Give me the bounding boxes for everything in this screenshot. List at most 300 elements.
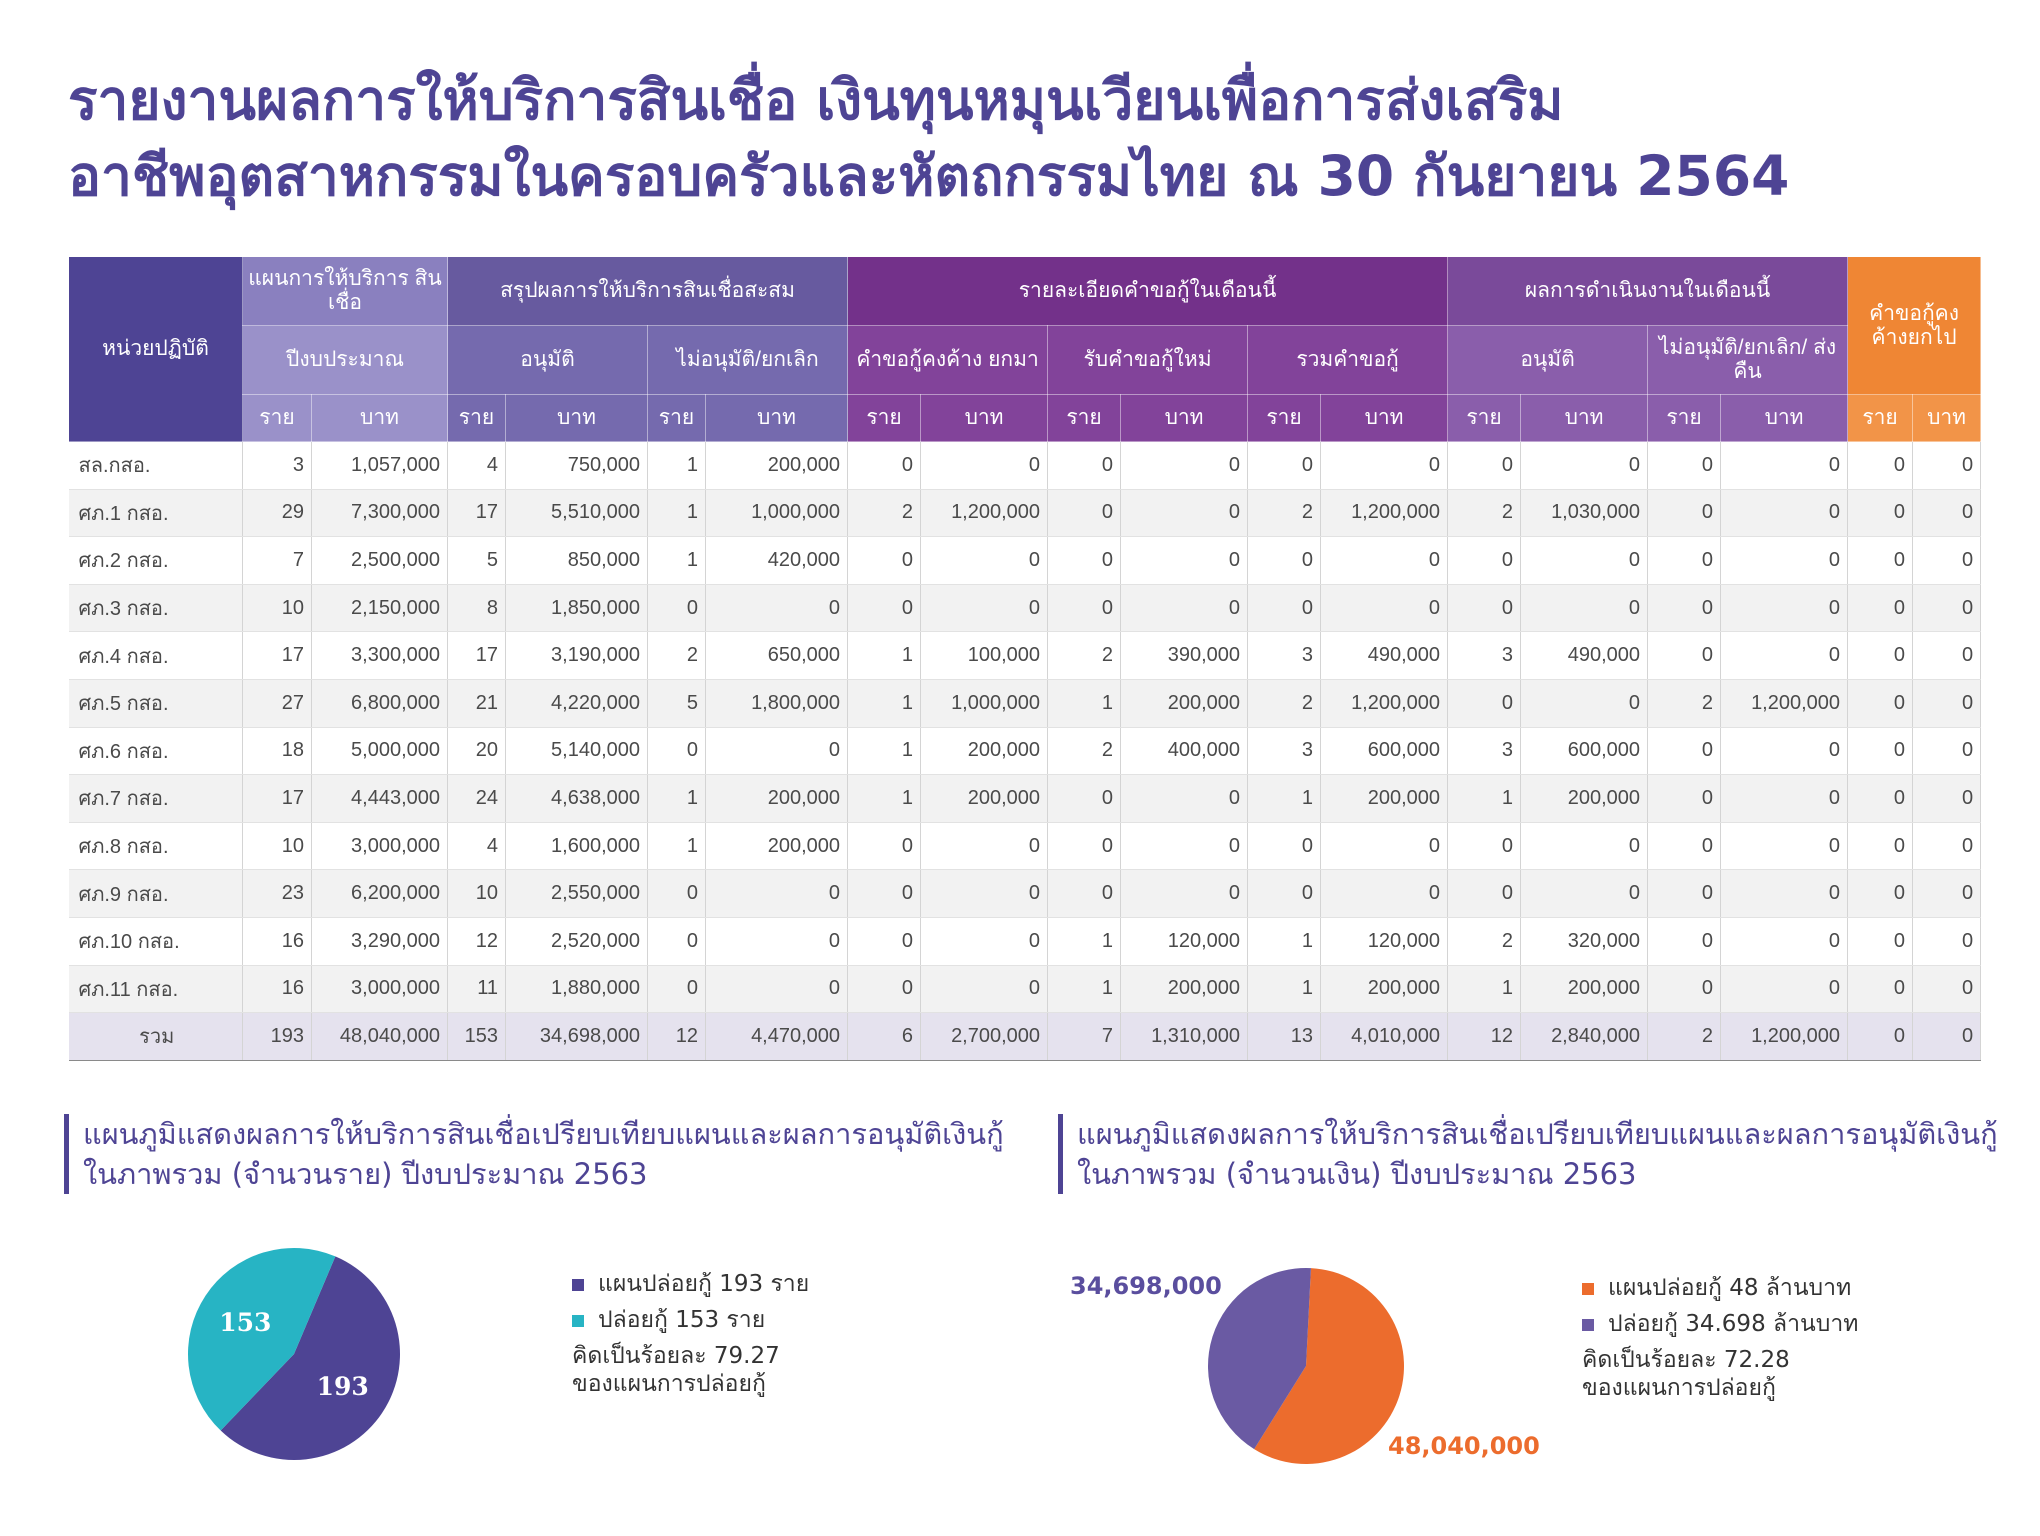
cell-value: 1 (648, 537, 706, 585)
cell-value: 0 (706, 917, 848, 965)
cell-value: 490,000 (1321, 632, 1448, 680)
cell-value: 0 (1121, 537, 1248, 585)
header-results: ผลการดำเนินงานในเดือนนี้ (1448, 257, 1848, 326)
cell-value: 0 (1048, 870, 1121, 918)
table-row (69, 537, 1981, 585)
left-chart-title-line-1: แผนภูมิแสดงผลการให้บริการสินเชื่อเปรียบเทียบแผนและผลการอนุมัติเงินกู้ (83, 1117, 1004, 1151)
cell-value: 8 (448, 584, 506, 632)
right-chart-note (1582, 1346, 1858, 1402)
cell-unit: ศภ.11 กสอ. (69, 965, 243, 1013)
cell-value: 0 (848, 822, 921, 870)
cell-value: 4 (448, 822, 506, 870)
cell-unit: ศภ.2 กสอ. (69, 537, 243, 585)
cell-value: 12 (1448, 1013, 1521, 1061)
header-count-7: ราย (1648, 395, 1721, 442)
cell-value: 0 (1648, 584, 1721, 632)
table-row (69, 632, 1981, 680)
right-chart-title-line-2: ในภาพรวม (จำนวนเงิน) ปีงบประมาณ 2563 (1077, 1157, 1637, 1191)
cell-value: 0 (706, 584, 848, 632)
cell-value: 11 (448, 965, 506, 1013)
cell-value: 16 (243, 965, 312, 1013)
cell-value: 0 (648, 870, 706, 918)
table-row (69, 965, 1981, 1013)
cell-value: 0 (1321, 442, 1448, 490)
cell-value: 3,290,000 (312, 917, 448, 965)
cell-value: 0 (1913, 489, 1981, 537)
cell-value: 4,470,000 (706, 1013, 848, 1061)
cell-value: 2 (648, 632, 706, 680)
cell-value: 2 (1248, 489, 1321, 537)
cell-unit: ศภ.5 กสอ. (69, 679, 243, 727)
cell-value: 12 (448, 917, 506, 965)
legend-item-loan-count (572, 1302, 809, 1338)
cell-value: 48,040,000 (312, 1013, 448, 1061)
table-row (69, 489, 1981, 537)
cell-value: 120,000 (1321, 917, 1448, 965)
cell-value: 0 (848, 584, 921, 632)
cell-value: 0 (1848, 870, 1913, 918)
table-row (69, 775, 1981, 823)
cell-value: 24 (448, 775, 506, 823)
cell-value: 1,310,000 (1121, 1013, 1248, 1061)
legend-square-icon (1582, 1319, 1594, 1331)
cell-value: 1,000,000 (706, 489, 848, 537)
cell-value: 200,000 (1321, 965, 1448, 1013)
header-count-3: ราย (848, 395, 921, 442)
cell-value: 0 (1848, 775, 1913, 823)
left-chart-note (572, 1342, 809, 1398)
cell-value: 0 (1913, 870, 1981, 918)
cell-value: 2 (1648, 1013, 1721, 1061)
header-baht-7: บาท (1721, 395, 1848, 442)
cell-value: 0 (1248, 822, 1321, 870)
cell-value: 7,300,000 (312, 489, 448, 537)
right-chart-title-line-1: แผนภูมิแสดงผลการให้บริการสินเชื่อเปรียบเทียบแผนและผลการอนุมัติเงินกู้ (1077, 1117, 1998, 1151)
cell-value: 1 (648, 822, 706, 870)
cell-value: 1,200,000 (1321, 489, 1448, 537)
header-baht-6: บาท (1521, 395, 1648, 442)
cell-value: 1,030,000 (1521, 489, 1648, 537)
cell-value: 0 (1648, 727, 1721, 775)
header-details: รายละเอียดคำขอกู้ในเดือนนี้ (848, 257, 1448, 326)
right-chart-legend (1582, 1270, 1858, 1402)
header-baht-2: บาท (706, 395, 848, 442)
cell-value: 4,443,000 (312, 775, 448, 823)
left-chart-legend (572, 1266, 809, 1398)
cell-value: 6 (848, 1013, 921, 1061)
cell-value: 2,700,000 (921, 1013, 1048, 1061)
cell-value: 1 (648, 489, 706, 537)
cell-value: 5,510,000 (506, 489, 648, 537)
header-baht-4: บาท (1121, 395, 1248, 442)
cell-value: 0 (1448, 679, 1521, 727)
cell-value: 1,057,000 (312, 442, 448, 490)
cell-value: 5 (448, 537, 506, 585)
legend-label: แผนปล่อยกู้ 193 ราย (598, 1271, 810, 1297)
cell-value: 120,000 (1121, 917, 1248, 965)
cell-value: 600,000 (1321, 727, 1448, 775)
cell-value: 1 (648, 775, 706, 823)
cell-value: 0 (648, 917, 706, 965)
cell-value: 10 (243, 584, 312, 632)
cell-value: 1 (1248, 775, 1321, 823)
cell-value: 200,000 (1121, 965, 1248, 1013)
cell-value: 23 (243, 870, 312, 918)
cell-value: 0 (1721, 917, 1848, 965)
cell-value: 2 (1648, 679, 1721, 727)
loan-report-table (68, 256, 1981, 1061)
cell-value: 1 (1248, 965, 1321, 1013)
cell-value: 1,200,000 (1721, 679, 1848, 727)
header-count-4: ราย (1048, 395, 1121, 442)
cell-value: 2 (1248, 679, 1321, 727)
cell-value: 3 (1248, 632, 1321, 680)
cell-value: 0 (1248, 584, 1321, 632)
note-line-1: คิดเป็นร้อยละ 79.27 (572, 1343, 780, 1369)
cell-value: 0 (921, 584, 1048, 632)
cell-value: 0 (1913, 727, 1981, 775)
cell-value: 0 (1648, 632, 1721, 680)
cell-value: 3 (1448, 727, 1521, 775)
cell-value: 200,000 (706, 442, 848, 490)
table-row (69, 870, 1981, 918)
cell-value: 2,150,000 (312, 584, 448, 632)
cell-value: 0 (921, 917, 1048, 965)
header-approved-month: อนุมัติ (1448, 326, 1648, 395)
cell-value: 4,010,000 (1321, 1013, 1448, 1061)
cell-value: 0 (1521, 822, 1648, 870)
header-count-6: ราย (1448, 395, 1521, 442)
cell-value: 0 (848, 965, 921, 1013)
cell-value: 21 (448, 679, 506, 727)
title-line-1: รายงานผลการให้บริการสินเชื่อ เงินทุนหมุนเวียนเพื่อการส่งเสริม (68, 68, 1564, 132)
cell-value: 0 (1913, 537, 1981, 585)
cell-value: 1,200,000 (1321, 679, 1448, 727)
cell-value: 0 (1648, 822, 1721, 870)
cell-unit: ศภ.7 กสอ. (69, 775, 243, 823)
header-approved: อนุมัติ (448, 326, 648, 395)
cell-value: 0 (1721, 822, 1848, 870)
cell-value: 0 (1848, 537, 1913, 585)
cell-value: 200,000 (706, 775, 848, 823)
cell-value: 0 (1248, 870, 1321, 918)
cell-value: 17 (243, 775, 312, 823)
header-count-8: ราย (1848, 395, 1913, 442)
cell-value: 2 (1448, 489, 1521, 537)
cell-value: 750,000 (506, 442, 648, 490)
cell-value: 0 (648, 584, 706, 632)
cell-value: 0 (921, 442, 1048, 490)
cell-value: 0 (1321, 822, 1448, 870)
cell-value: 3 (1448, 632, 1521, 680)
cell-value: 200,000 (921, 775, 1048, 823)
cell-value: 0 (1121, 584, 1248, 632)
cell-value: 0 (1648, 442, 1721, 490)
header-plan: แผนการให้บริการ สินเชื่อ (243, 257, 448, 326)
cell-value: 0 (706, 965, 848, 1013)
cell-value: 0 (1848, 489, 1913, 537)
cell-value: 0 (1121, 870, 1248, 918)
note-line-1: คิดเป็นร้อยละ 72.28 (1582, 1347, 1790, 1373)
cell-value: 0 (1521, 679, 1648, 727)
cell-value: 200,000 (921, 727, 1048, 775)
cell-value: 0 (921, 537, 1048, 585)
cell-value: 20 (448, 727, 506, 775)
cell-value: 6,800,000 (312, 679, 448, 727)
cell-value: 1 (848, 775, 921, 823)
cell-value: 0 (1121, 775, 1248, 823)
cell-value: 27 (243, 679, 312, 727)
cell-value: 0 (1248, 537, 1321, 585)
cell-value: 0 (648, 965, 706, 1013)
header-plan-year: ปีงบประมาณ (243, 326, 448, 395)
cell-value: 2,840,000 (1521, 1013, 1648, 1061)
cell-value: 0 (1248, 442, 1321, 490)
cell-value: 0 (1913, 679, 1981, 727)
cell-value: 390,000 (1121, 632, 1248, 680)
cell-value: 0 (1721, 537, 1848, 585)
pie-label-plan-amount: 48,040,000 (1388, 1432, 1540, 1460)
cell-value: 0 (1121, 442, 1248, 490)
pie-label-approved-amount: 34,698,000 (1070, 1272, 1222, 1300)
table-total-row (69, 1013, 1981, 1061)
cell-value: 200,000 (1521, 965, 1648, 1013)
cell-value: 4,638,000 (506, 775, 648, 823)
cell-value: 0 (1048, 442, 1121, 490)
cell-value: 0 (1721, 442, 1848, 490)
left-chart-title-line-2: ในภาพรวม (จำนวนราย) ปีงบประมาณ 2563 (83, 1157, 648, 1191)
header-baht-1: บาท (506, 395, 648, 442)
cell-value: 0 (1848, 679, 1913, 727)
cell-value: 400,000 (1121, 727, 1248, 775)
header-baht-5: บาท (1321, 395, 1448, 442)
cell-value: 0 (1913, 775, 1981, 823)
cell-value: 0 (1048, 537, 1121, 585)
cell-value: 200,000 (706, 822, 848, 870)
cell-value: 13 (1248, 1013, 1321, 1061)
cell-value: 3 (1248, 727, 1321, 775)
cell-value: 0 (1913, 822, 1981, 870)
cell-value: 0 (1913, 965, 1981, 1013)
cell-value: 0 (1321, 584, 1448, 632)
cell-value: 2 (1448, 917, 1521, 965)
header-pending-carried: คำขอกู้คงค้าง ยกมา (848, 326, 1048, 395)
cell-value: 2 (848, 489, 921, 537)
cell-value: 0 (1648, 489, 1721, 537)
cell-value: 0 (1721, 727, 1848, 775)
header-baht-3: บาท (921, 395, 1048, 442)
cell-value: 12 (648, 1013, 706, 1061)
header-unit: หน่วยปฏิบัติ (69, 257, 243, 442)
legend-label: แผนปล่อยกู้ 48 ล้านบาท (1608, 1275, 1852, 1301)
cell-value: 2,520,000 (506, 917, 648, 965)
cell-value: 0 (1913, 917, 1981, 965)
cell-value: 7 (1048, 1013, 1121, 1061)
header-not-approved: ไม่อนุมัติ/ยกเลิก (648, 326, 848, 395)
cell-value: 17 (448, 632, 506, 680)
cell-value: 0 (921, 870, 1048, 918)
table-row (69, 584, 1981, 632)
cell-value: 0 (1521, 584, 1648, 632)
header-count-2: ราย (648, 395, 706, 442)
cell-value: 0 (706, 727, 848, 775)
cell-unit: รวม (69, 1013, 243, 1061)
cell-value: 0 (1648, 775, 1721, 823)
cell-value: 0 (1048, 775, 1121, 823)
cell-value: 1,850,000 (506, 584, 648, 632)
cell-value: 0 (921, 822, 1048, 870)
cell-value: 0 (1848, 965, 1913, 1013)
cell-value: 17 (243, 632, 312, 680)
cell-value: 16 (243, 917, 312, 965)
cell-value: 4 (448, 442, 506, 490)
header-total-requests: รวมคำขอกู้ (1248, 326, 1448, 395)
note-line-2: ของแผนการปล่อยกู้ (572, 1371, 766, 1397)
cell-value: 0 (1721, 584, 1848, 632)
cell-value: 0 (1913, 632, 1981, 680)
header-new-requests: รับคำขอกู้ใหม่ (1048, 326, 1248, 395)
cell-value: 10 (448, 870, 506, 918)
cell-value: 0 (1721, 775, 1848, 823)
cell-unit: ศภ.1 กสอ. (69, 489, 243, 537)
title-line-2: อาชีพอุตสาหกรรมในครอบครัวและหัตถกรรมไทย ณ 30 กันยายน 2564 (68, 144, 1790, 208)
cell-value: 1,200,000 (1721, 1013, 1848, 1061)
cell-value: 0 (1848, 727, 1913, 775)
cell-value: 0 (1648, 965, 1721, 1013)
legend-label: ปล่อยกู้ 153 ราย (598, 1307, 766, 1333)
table-row (69, 727, 1981, 775)
cell-value: 0 (1721, 965, 1848, 1013)
cell-value: 0 (848, 537, 921, 585)
header-count-1: ราย (448, 395, 506, 442)
cell-value: 490,000 (1521, 632, 1648, 680)
legend-square-icon (572, 1315, 584, 1327)
cell-value: 0 (1448, 822, 1521, 870)
cell-value: 0 (1448, 584, 1521, 632)
cell-value: 3,000,000 (312, 965, 448, 1013)
cell-value: 3 (243, 442, 312, 490)
left-chart-title (64, 1114, 1004, 1194)
cell-value: 10 (243, 822, 312, 870)
page-title (68, 62, 1968, 214)
cell-value: 0 (1321, 870, 1448, 918)
header-remaining: คำขอกู้คง ค้างยกไป (1848, 257, 1981, 395)
cell-value: 0 (1521, 537, 1648, 585)
cell-value: 17 (448, 489, 506, 537)
cell-value: 153 (448, 1013, 506, 1061)
cell-value: 650,000 (706, 632, 848, 680)
pie-slice-label-0: 193 (316, 1372, 369, 1402)
cell-value: 200,000 (1521, 775, 1648, 823)
cell-value: 3,190,000 (506, 632, 648, 680)
cell-value: 0 (1913, 1013, 1981, 1061)
cell-value: 200,000 (1321, 775, 1448, 823)
cell-value: 1 (648, 442, 706, 490)
cell-value: 1,800,000 (706, 679, 848, 727)
cell-value: 2 (1048, 727, 1121, 775)
pie-chart-amount (1206, 1266, 1406, 1466)
cell-value: 0 (1048, 489, 1121, 537)
cell-unit: ศภ.10 กสอ. (69, 917, 243, 965)
header-baht-0: บาท (312, 395, 448, 442)
cell-value: 2 (1048, 632, 1121, 680)
note-line-2: ของแผนการปล่อยกู้ (1582, 1375, 1776, 1401)
cell-value: 0 (648, 727, 706, 775)
cell-value: 2,550,000 (506, 870, 648, 918)
header-summary: สรุปผลการให้บริการสินเชื่อสะสม (448, 257, 848, 326)
cell-value: 0 (1721, 632, 1848, 680)
cell-unit: สล.กสอ. (69, 442, 243, 490)
cell-value: 1 (1448, 965, 1521, 1013)
pie-slice-label-1: 153 (219, 1307, 272, 1337)
cell-value: 0 (1848, 1013, 1913, 1061)
table-row (69, 822, 1981, 870)
cell-value: 6,200,000 (312, 870, 448, 918)
cell-unit: ศภ.9 กสอ. (69, 870, 243, 918)
cell-value: 0 (1048, 584, 1121, 632)
header-count-0: ราย (243, 395, 312, 442)
header-count-5: ราย (1248, 395, 1321, 442)
cell-value: 29 (243, 489, 312, 537)
cell-value: 0 (1448, 870, 1521, 918)
cell-value: 0 (848, 870, 921, 918)
cell-value: 0 (1721, 870, 1848, 918)
cell-value: 7 (243, 537, 312, 585)
pie-chart-count (186, 1246, 402, 1462)
cell-unit: ศภ.6 กสอ. (69, 727, 243, 775)
legend-item-plan-count (572, 1266, 809, 1302)
cell-value: 0 (1448, 537, 1521, 585)
cell-value: 1,880,000 (506, 965, 648, 1013)
cell-value: 0 (1448, 442, 1521, 490)
cell-value: 0 (1848, 917, 1913, 965)
cell-value: 1,200,000 (921, 489, 1048, 537)
cell-value: 0 (1521, 870, 1648, 918)
table-row (69, 917, 1981, 965)
cell-value: 0 (706, 870, 848, 918)
cell-value: 1 (1048, 679, 1121, 727)
cell-unit: ศภ.4 กสอ. (69, 632, 243, 680)
cell-value: 0 (1848, 584, 1913, 632)
cell-unit: ศภ.3 กสอ. (69, 584, 243, 632)
cell-value: 1,600,000 (506, 822, 648, 870)
cell-value: 0 (1913, 584, 1981, 632)
legend-item-plan-amount (1582, 1270, 1858, 1306)
header-baht-8: บาท (1913, 395, 1981, 442)
cell-value: 320,000 (1521, 917, 1648, 965)
legend-label: ปล่อยกู้ 34.698 ล้านบาท (1608, 1311, 1859, 1337)
cell-value: 193 (243, 1013, 312, 1061)
cell-value: 100,000 (921, 632, 1048, 680)
cell-value: 5,140,000 (506, 727, 648, 775)
cell-value: 0 (1648, 917, 1721, 965)
cell-value: 0 (1521, 442, 1648, 490)
cell-value: 0 (1848, 632, 1913, 680)
cell-value: 1 (1048, 917, 1121, 965)
cell-unit: ศภ.8 กสอ. (69, 822, 243, 870)
cell-value: 0 (1648, 870, 1721, 918)
cell-value: 1,000,000 (921, 679, 1048, 727)
table-row (69, 679, 1981, 727)
cell-value: 0 (1721, 489, 1848, 537)
cell-value: 0 (1848, 442, 1913, 490)
legend-square-icon (1582, 1283, 1594, 1295)
cell-value: 1 (1048, 965, 1121, 1013)
cell-value: 1 (1248, 917, 1321, 965)
cell-value: 3,300,000 (312, 632, 448, 680)
legend-square-icon (572, 1279, 584, 1291)
cell-value: 600,000 (1521, 727, 1648, 775)
